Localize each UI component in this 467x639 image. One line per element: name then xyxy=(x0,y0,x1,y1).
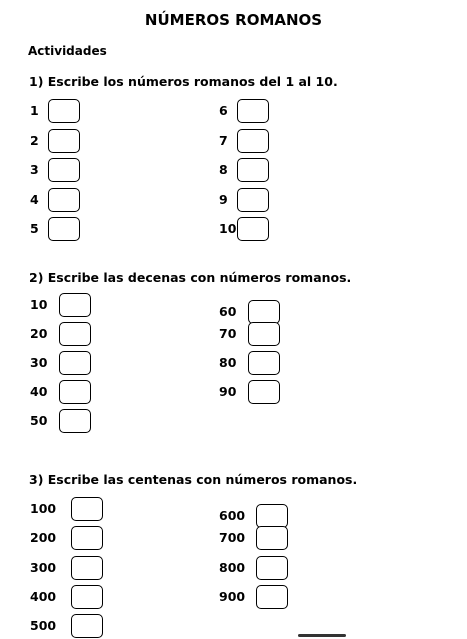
number-label: 4 xyxy=(30,191,39,207)
answer-box[interactable] xyxy=(248,380,280,404)
number-label: 900 xyxy=(219,588,246,604)
number-label: 500 xyxy=(30,618,57,634)
answer-box[interactable] xyxy=(71,556,103,580)
answer-box[interactable] xyxy=(59,351,91,375)
answer-box[interactable] xyxy=(48,217,80,241)
number-label: 800 xyxy=(219,559,246,575)
number-label: 10 xyxy=(30,297,48,312)
number-label: 50 xyxy=(30,413,48,428)
number-label: 40 xyxy=(30,384,48,399)
answer-box[interactable] xyxy=(71,614,103,638)
number-label: 10 xyxy=(219,221,237,236)
answer-box[interactable] xyxy=(59,322,91,346)
number-label: 80 xyxy=(219,355,237,370)
answer-box[interactable] xyxy=(237,188,269,212)
horizontal-scrollbar[interactable] xyxy=(298,634,346,637)
number-label: 100 xyxy=(30,501,57,516)
number-label: 700 xyxy=(219,530,246,546)
answer-box[interactable] xyxy=(59,380,91,404)
answer-box[interactable] xyxy=(71,497,103,521)
exercise-heading-3: 3) Escribe las centenas con números romanos. xyxy=(29,472,358,487)
number-label: 90 xyxy=(219,384,237,399)
answer-box[interactable] xyxy=(256,556,288,580)
number-label: 300 xyxy=(30,559,57,575)
answer-box[interactable] xyxy=(248,322,280,346)
answer-box[interactable] xyxy=(248,300,280,324)
answer-box[interactable] xyxy=(237,217,269,241)
number-label: 70 xyxy=(219,326,237,341)
number-label: 3 xyxy=(30,162,39,177)
number-label: 2 xyxy=(30,132,39,148)
number-label: 20 xyxy=(30,326,48,341)
exercise-heading-1: 1) Escribe los números romanos del 1 al 10. xyxy=(29,74,338,89)
number-label: 400 xyxy=(30,588,57,604)
exercise-heading-2: 2) Escribe las decenas con números romanos. xyxy=(29,270,352,285)
number-label: 30 xyxy=(30,355,48,370)
answer-box[interactable] xyxy=(71,526,103,550)
number-label: 5 xyxy=(30,221,39,236)
number-label: 7 xyxy=(219,132,228,148)
number-label: 1 xyxy=(30,103,39,118)
number-label: 9 xyxy=(219,191,228,207)
number-label: 600 xyxy=(219,508,246,523)
answer-box[interactable] xyxy=(256,585,288,609)
answer-box[interactable] xyxy=(59,409,91,433)
answer-box[interactable] xyxy=(237,99,269,123)
answer-box[interactable] xyxy=(71,585,103,609)
number-label: 60 xyxy=(219,304,237,319)
answer-box[interactable] xyxy=(237,158,269,182)
number-label: 6 xyxy=(219,103,228,118)
answer-box[interactable] xyxy=(248,351,280,375)
answer-box[interactable] xyxy=(48,188,80,212)
answer-box[interactable] xyxy=(48,99,80,123)
activities-subtitle: Actividades xyxy=(28,44,107,58)
answer-box[interactable] xyxy=(237,129,269,153)
answer-box[interactable] xyxy=(59,293,91,317)
answer-box[interactable] xyxy=(256,504,288,528)
number-label: 8 xyxy=(219,162,228,177)
number-label: 200 xyxy=(30,530,57,546)
answer-box[interactable] xyxy=(256,526,288,550)
page-title: NÚMEROS ROMANOS xyxy=(144,11,323,29)
answer-box[interactable] xyxy=(48,158,80,182)
answer-box[interactable] xyxy=(48,129,80,153)
